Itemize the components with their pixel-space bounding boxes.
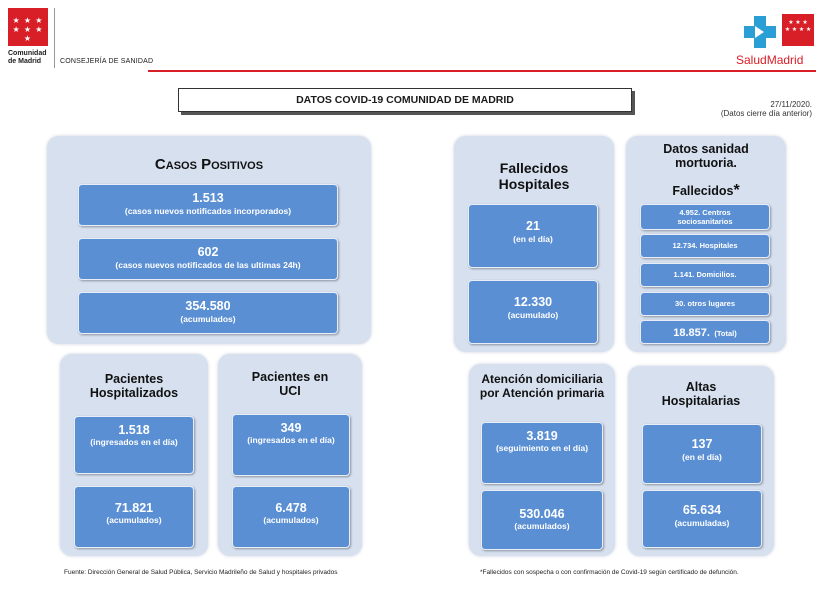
panel-subtitle: Fallecidos* [672,182,740,199]
panel-casos-positivos [47,136,371,344]
panel-title: Casos Positivos [154,156,264,173]
panel-fallecidos-hospitales [454,136,614,352]
panel-atencion-domiciliaria [469,364,615,556]
panel-title: Pacientes en UCI [251,370,329,398]
stat-card: 602 (casos nuevos notificados de las ultimas 24h) [78,238,338,280]
panel-title: Altas Hospitalarias [661,380,741,408]
list-item: 12.734. Hospitales [640,234,770,258]
salud-madrid-wordmark: SaludMadrid [736,53,804,67]
stat-card: 65.634 (acumuladas) [642,490,762,548]
panel-sanidad-mortuoria [626,136,786,352]
stat-card: 12.330 (acumulado) [468,280,598,344]
stat-card: 354.580 (acumulados) [78,292,338,334]
salud-madrid-logo [732,8,818,70]
madrid-flag-icon: ★ ★ ★ ★ ★ ★ ★ [8,8,48,46]
org-name: Comunidad de Madrid [8,50,47,65]
header-rule [148,70,816,72]
panel-hospitalizados [60,354,208,556]
page-title: DATOS COVID-19 COMUNIDAD DE MADRID [178,88,632,112]
stat-card: 1.518 (ingresados en el día) [74,416,194,474]
health-cross-icon [742,14,778,50]
department-name: CONSEJERÍA DE SANIDAD [60,58,154,65]
stat-card: 349 (ingresados en el día) [232,414,350,476]
list-item: 30. otros lugares [640,292,770,316]
list-item-total: 18.857. (Total) [640,320,770,344]
panel-altas-hospitalarias [628,366,774,556]
stat-card: 71.821 (acumulados) [74,486,194,548]
stat-card: 137 (en el día) [642,424,762,484]
stat-card: 21 (en el día) [468,204,598,268]
panel-uci [218,354,362,556]
stat-card: 530.046 (acumulados) [481,490,603,550]
stat-card: 6.478 (acumulados) [232,486,350,548]
panel-title: Pacientes Hospitalizados [89,372,179,400]
deaths-footnote: *Fallecidos con sospecha o con confirmación de Covid-19 según certificado de defunción. [480,569,739,576]
stat-card: 3.819 (seguimiento en el día) [481,422,603,484]
source-footnote: Fuente: Dirección General de Salud Pública, Servicio Madrileño de Salud y hospitales privados [64,569,338,576]
stat-card: 1.513 (casos nuevos notificados incorporados) [78,184,338,226]
panel-title: Fallecidos Hospitales [498,160,570,192]
panel-title: Datos sanidad mortuoria. [663,142,749,170]
report-date: 27/11/2020. (Datos cierre día anterior) [720,100,812,118]
comunidad-madrid-logo [8,8,158,70]
madrid-flag-icon: ★ ★ ★ ★ ★ ★ ★ [782,14,814,46]
divider [54,8,55,68]
list-item: 4.952. Centros sociosanitarios [640,204,770,230]
panel-title: Atención domiciliaria por Atención primaria [479,372,605,400]
list-item: 1.141. Domicilios. [640,263,770,287]
